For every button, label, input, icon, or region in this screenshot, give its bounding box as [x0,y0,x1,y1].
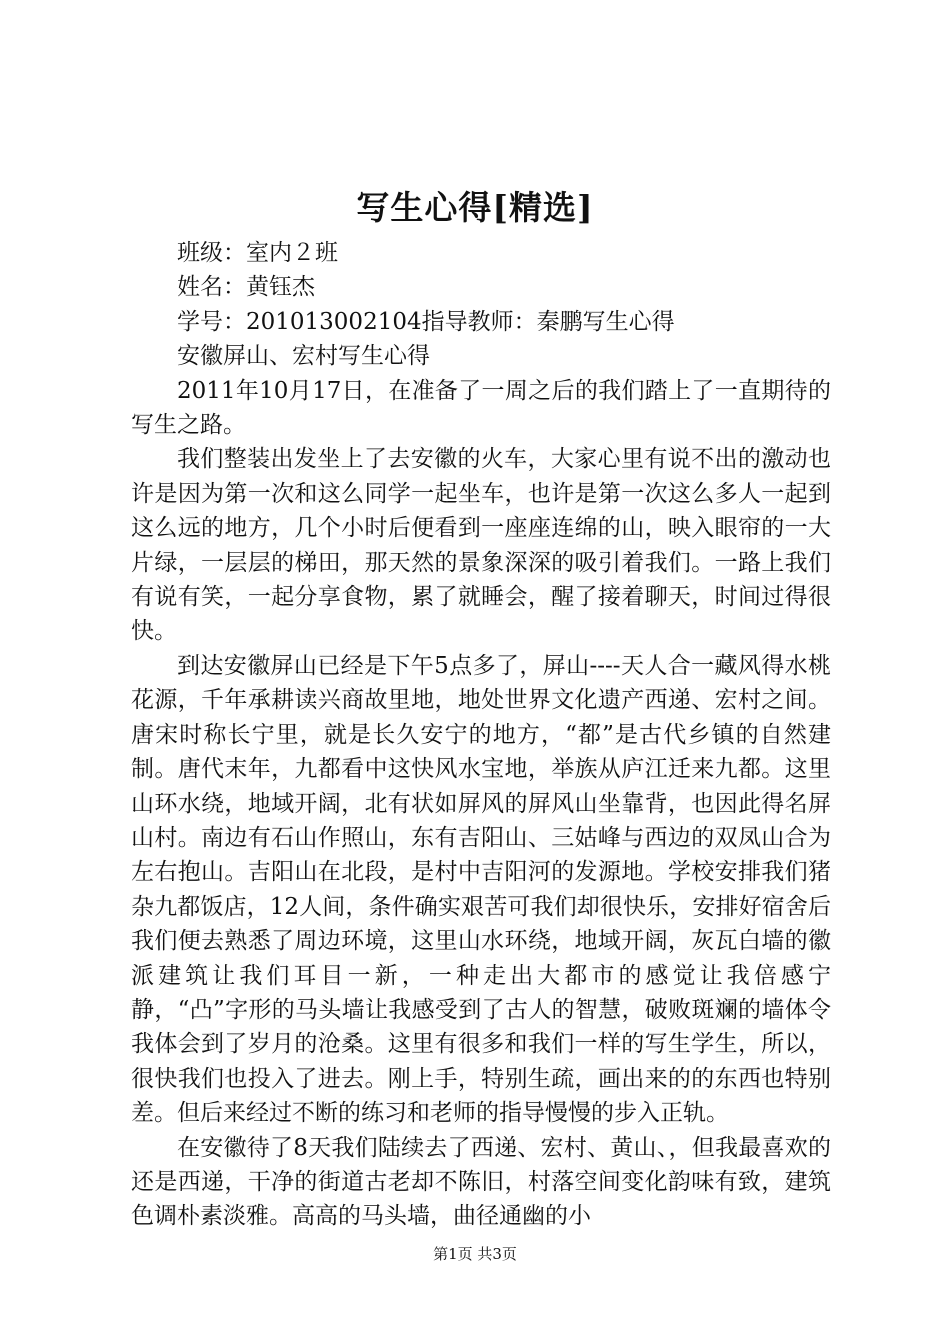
paragraph: 2011年10月17日，在准备了一周之后的我们踏上了一直期待的写生之路。 [131,377,831,439]
info-id-teacher: 学号：201013002104指导教师：秦鹏写生心得 [177,308,675,335]
paragraph: 我们整装出发坐上了去安徽的火车，大家心里有说不出的激动也许是因为第一次和这么同学一起坐车，也许是第一次这么多人一起到这么远的地方，几个小时后便看到一座座连绵的山，映入眼帘的一大片绿，一层层的梯田，那天然的景象深深的吸引着我们。一路上我们有说有笑，一起分享食物，累了就睡会，醒了接着聊天，时间过得很快。 [131,446,831,645]
info-subtitle: 安徽屏山、宏村写生心得 [177,343,430,370]
document-title: 写生心得[精选] [356,188,594,227]
paragraph: 在安徽待了8天我们陆续去了西递、宏村、黄山、，但我最喜欢的还是西递，干净的街道古老却不陈旧，村落空间变化韵味有致，建筑色调朴素淡雅。高高的马头墙，曲径通幽的小 [131,1134,831,1230]
paragraph: 到达安徽屏山已经是下午5点多了，屏山----天人合一藏风得水桃花源，千年承耕读兴商故里地，地处世界文化遗产西递、宏村之间。唐宋时称长宁里，就是长久安宁的地方，“都”是古代乡镇的自然建制。唐代末年，九都看中这快风水宝地，举族从庐江迁来九都。这里山环水绕，地域开阔，北有状如屏风的屏风山坐靠背，也因此得名屏山村。南边有石山作照山，东有吉阳山、三姑峰与西边的双凤山合为左右抱山。吉阳山在北段，是村中吉阳河的发源地。学校安排我们猪杂九都饭店，12人间，条件确实艰苦可我们却很快乐，安排好宿舍后我们便去熟悉了周边环境，这里山水环绕，地域开阔，灰瓦白墙的徽派建筑让我们耳目一新，一种走出大都市的感觉让我倍感宁静，“凸”字形的马头墙让我感受到了古人的智慧，破败斑斓的墙体令我体会到了岁月的沧桑。这里有很多和我们一样的写生学生，所以，很快我们也投入了进去。刚上手，特别生疏，画出来的的东西也特别差。但后来经过不断的练习和老师的指导慢慢的步入正轨。 [131,652,831,1127]
page-footer: 第1页 共3页 [433,1245,517,1263]
info-class: 班级：室内２班 [177,240,338,266]
document-body [131,236,831,1234]
info-name: 姓名：黄钰杰 [177,274,315,301]
